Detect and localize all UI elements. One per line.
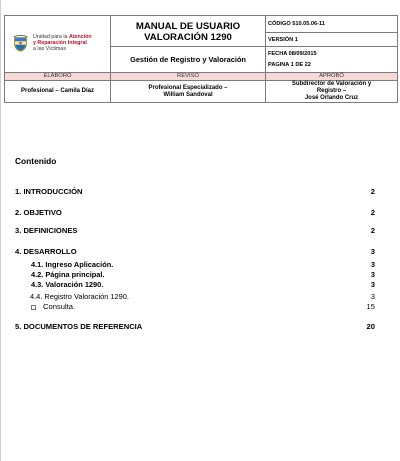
- logo-cell: [5, 16, 111, 73]
- document-version: VERSIÓN 1: [268, 36, 298, 43]
- roles-row: [5, 73, 398, 81]
- document-code: CÓDIGO 510.05.06-11: [268, 21, 325, 27]
- toc-label: 1. INTRODUCCIÓN: [15, 187, 83, 196]
- elaboro-name: Profesional – Camila Díaz: [5, 81, 111, 103]
- logo-text-1a: Unidad para la: [33, 34, 69, 41]
- checkbox-bullet-icon: [31, 305, 36, 310]
- toc-page: 3: [370, 247, 375, 256]
- toc-label: 5. DOCUMENTOS DE REFERENCIA: [15, 322, 143, 331]
- toc-page: 3: [370, 280, 375, 289]
- toc-entry-objetivo[interactable]: [15, 207, 375, 218]
- toc-entry-consulta[interactable]: [15, 301, 375, 312]
- toc-label: 3. DEFINICIONES: [15, 226, 78, 235]
- toc-entry-desarrollo[interactable]: [15, 246, 375, 257]
- reviso-line2: William Sandoval: [163, 91, 213, 98]
- toc-page: 15: [366, 302, 375, 311]
- page-number: PAGINA 1 DE 22: [268, 62, 311, 68]
- document-title-line2: VALORACIÓN 1290: [144, 32, 232, 43]
- document-header: [4, 15, 398, 103]
- coat-of-arms-icon: [12, 35, 29, 52]
- agency-logo: [7, 35, 108, 52]
- document-title-line1: MANUAL DE USUARIO: [135, 21, 241, 32]
- aprobo-line1: Subdirector de Valoración y: [291, 81, 372, 87]
- role-reviso: REVISÓ: [111, 73, 266, 81]
- title-cell: [111, 16, 266, 47]
- toc-entry-documentos-referencia[interactable]: [15, 321, 375, 332]
- toc-page: 2: [370, 208, 375, 217]
- codigo-cell: [266, 16, 398, 33]
- toc-page: 20: [366, 322, 375, 331]
- toc-label: 4.2. Página principal.: [31, 270, 105, 279]
- subtitle-cell: [111, 47, 266, 73]
- reviso-line1: Profesional Especializado –: [148, 84, 228, 91]
- role-aprobo: APROBÓ: [266, 73, 398, 81]
- toc-entry-definiciones[interactable]: [15, 225, 375, 236]
- logo-text-1b: Atención: [68, 34, 92, 41]
- toc-page: 2: [370, 187, 375, 196]
- logo-text-2: y Reparación Integral: [33, 40, 87, 47]
- fecha-pagina-cell: [266, 47, 398, 73]
- toc-label: Consulta.: [43, 302, 76, 311]
- toc-page: 3: [370, 270, 375, 279]
- toc-label: 2. OBJETIVO: [15, 208, 62, 217]
- contents-title: Contenido: [15, 156, 57, 166]
- toc-page: 2: [370, 226, 375, 235]
- document-subtitle: Gestión de Registro y Valoración: [130, 55, 246, 64]
- document-date: FECHA 08/09/2015: [268, 51, 317, 57]
- reviso-cell: [111, 81, 266, 103]
- signatures-row: [5, 81, 398, 103]
- logo-text-3: a las Víctimas: [33, 45, 66, 52]
- version-cell: [266, 33, 398, 47]
- toc-label: 4.4. Registro Valoración 1290.: [30, 292, 129, 301]
- document-title: [113, 19, 263, 43]
- aprobo-cell: [266, 81, 398, 103]
- toc-entry-introduccion[interactable]: [15, 186, 375, 197]
- role-elaboro: ELABORÓ: [5, 73, 111, 81]
- toc-page: 3: [370, 292, 375, 301]
- aprobo-line2: Registro –: [316, 88, 347, 94]
- toc-entry-valoracion-1290[interactable]: [15, 279, 375, 290]
- toc-page: 3: [370, 260, 375, 269]
- toc-label: 4. DESARROLLO: [15, 247, 77, 256]
- aprobo-line3: José Orlando Cruz: [304, 95, 359, 101]
- toc-label: 4.3. Valoración 1290.: [31, 280, 104, 289]
- toc-label: 4.1. Ingreso Aplicación.: [31, 260, 114, 269]
